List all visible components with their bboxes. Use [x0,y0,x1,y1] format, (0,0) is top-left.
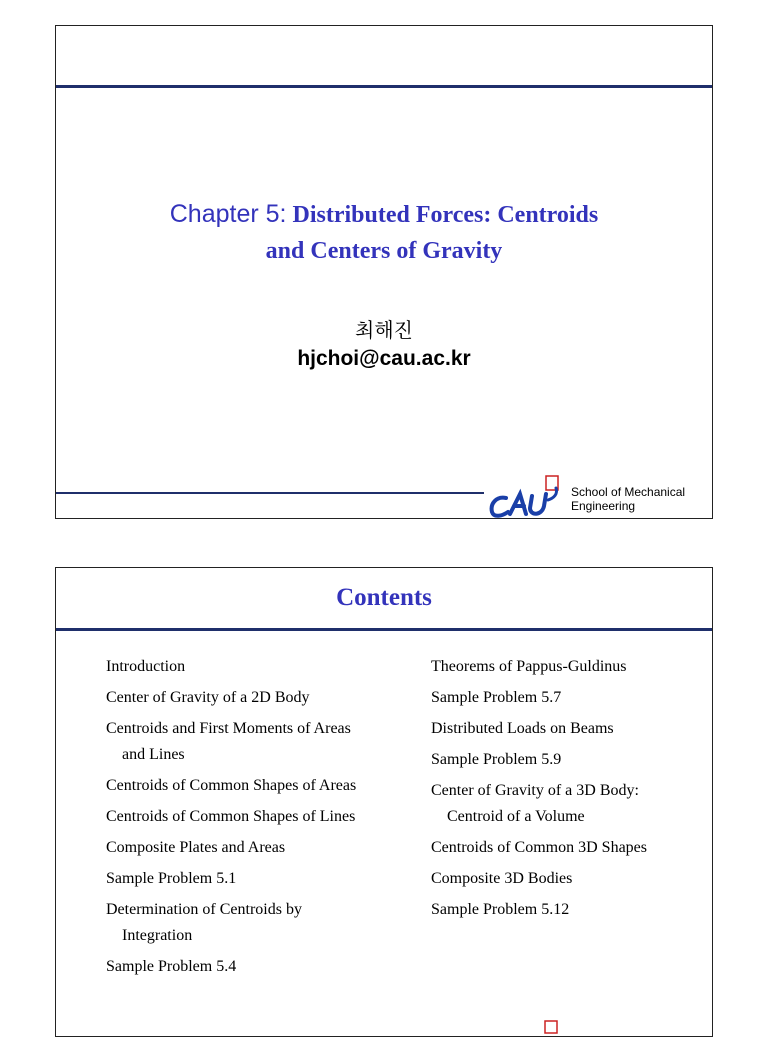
list-item-continuation: and Lines [122,746,185,763]
list-item-text: Composite Plates and Areas [106,839,286,856]
list-item [431,778,711,830]
chapter-title-line2: and Centers of Gravity [265,238,503,264]
author-email: hjchoi@cau.ac.kr [297,347,471,370]
list-item [106,685,416,711]
list-item-continuation: Centroid of a Volume [447,808,585,825]
list-item-text: Introduction [106,658,186,675]
school-line2: Engineering [571,499,636,513]
footer-rule [56,492,484,494]
list-item-text: Sample Problem 5.1 [106,870,237,887]
author-name: 최해진 [355,318,413,342]
list-item [431,897,711,923]
list-item [431,835,711,861]
list-item-continuation: Integration [122,927,193,944]
list-item-text: Distributed Loads on Beams [431,720,614,737]
list-item [106,835,416,861]
list-item-text: Centroids of Common 3D Shapes [431,839,647,856]
list-item-text: Center of Gravity of a 2D Body [106,689,310,706]
contents-header-rule [56,628,712,631]
list-item-text: Sample Problem 5.7 [431,689,562,706]
chapter-label: Chapter 5: [169,200,287,228]
list-item-text: Theorems of Pappus-Guldinus [431,658,627,675]
list-item [106,716,416,768]
list-item-text: Centroids and First Moments of Areas [106,720,351,737]
list-item [431,716,711,742]
list-item-text: Sample Problem 5.4 [106,958,237,975]
contents-title: Contents [336,584,432,611]
list-item [431,654,711,680]
contents-slide [55,567,713,1037]
list-item-text: Determination of Centroids by [106,901,302,918]
list-item [106,897,416,949]
chapter-title [56,196,712,269]
list-item-text: Sample Problem 5.12 [431,901,570,918]
header-rule [56,85,712,88]
title-slide [55,25,713,519]
cau-logo-icon [488,474,564,520]
list-item-text: Centroids of Common Shapes of Areas [106,777,357,794]
list-item [106,866,416,892]
list-item [106,804,416,830]
list-item [431,685,711,711]
contents-right-column [431,654,711,928]
school-name [571,485,685,513]
list-item [431,747,711,773]
list-item-text: Sample Problem 5.9 [431,751,562,768]
list-item-text: Center of Gravity of a 3D Body: [431,782,639,799]
list-item [106,654,416,680]
list-item [106,954,416,980]
contents-left-column [106,654,416,985]
chapter-title-line1: Distributed Forces: Centroids [286,202,599,228]
school-line1: School of Mechanical [571,485,686,499]
list-item [431,866,711,892]
list-item-text: Composite 3D Bodies [431,870,573,887]
list-item [106,773,416,799]
list-item-text: Centroids of Common Shapes of Lines [106,808,356,825]
cau-logo-mark-icon [543,1020,561,1034]
